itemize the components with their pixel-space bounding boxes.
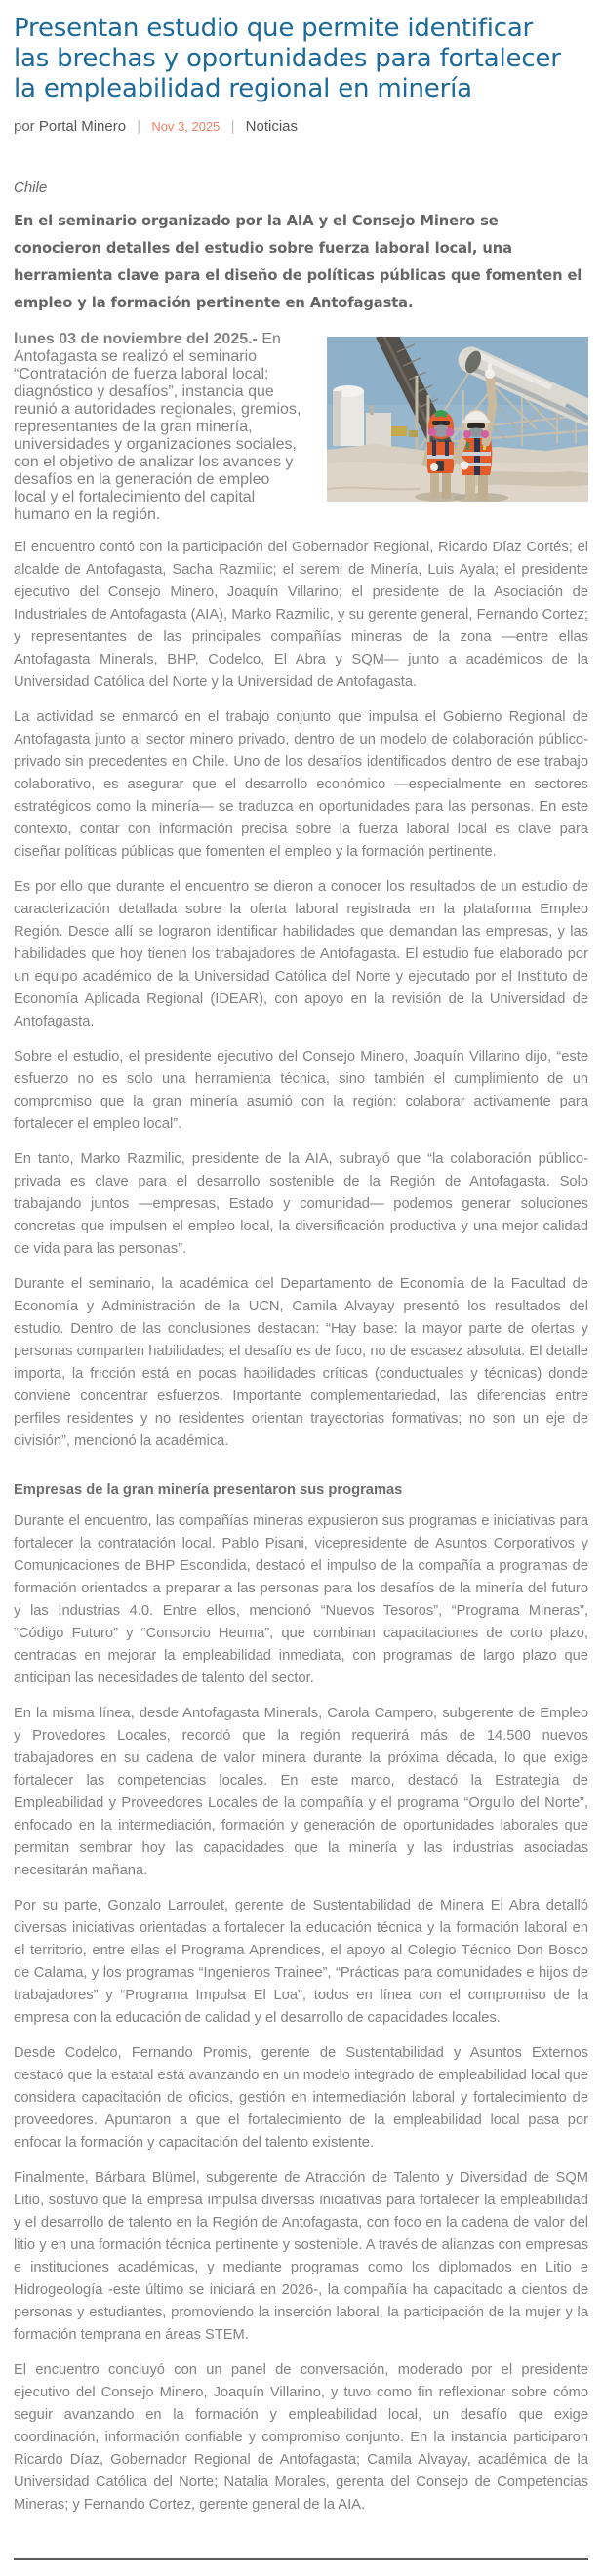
- paragraph-9: En la misma línea, desde Antofagasta Minerals, Carola Campero, subgerente de Empleo y Provedores Locales, recordó que la región requerirá más de 14.500 nuevos trabajadores en su cadena de valor minera durante la próxima década, lo que exige fortalecer las competencias locales. En este marco, destacó la Estrategia de Empleabilidad y Proveedores Locales de la compañía y el programa “Orgullo del Norte”, enfocado en la intermediación, formación y generación de oportunidades laborales que permitan sembrar hoy las capacidades que la minería y las industrias asociadas necesitarán mañana.: [14, 1706, 588, 1878]
- mine-workers-photo: [327, 337, 588, 502]
- author-link[interactable]: Portal Minero: [38, 118, 127, 135]
- paragraph-7: Durante el seminario, la académica del Departamento de Economía de la Facultad de Economía y Administración de la UCN, Camila Alvayay presentó los resultados del estudio. Dentro de las conclusiones destacan: “Hay base: la mayor parte de ofertas y personas comparten habilidades; el desafío es de foco, no de escasez absoluta. El detalle importa, la fricción está en pocas habilidades críticas (conductuales y técnicas) donde conviene concentrar esfuerzos. Importante complementariedad, las diferencias entre perfiles residentes y no residentes orientan trayectorias formativas; no son un eje de división”, mencionó la académica.: [14, 1276, 588, 1449]
- publish-date: Nov 3, 2025: [151, 119, 221, 134]
- section-subheading: Empresas de la gran minería presentaron sus programas: [14, 1482, 403, 1498]
- paragraph-2: El encuentro contó con la participación del Gobernador Regional, Ricardo Díaz Cortés; el alcalde de Antofagasta, Sacha Razmilic; el seremi de Minería, Luis Ayala; el presidente ejecutivo del Consejo Minero, Joaquín Villarino; el presidente de la Asociación de Industriales de Antofagasta (AIA), Marko Razmilic, y su gerente general, Fernando Cortez; y representantes de las principales compañías mineras de la zona —entre ellas Antofagasta Minerals, BHP, Codelco, El Abra y SQM— junto a académicos de la Universidad Católica del Norte y la Universidad de Antofagasta.: [14, 540, 588, 690]
- paragraph-3: La actividad se enmarcó en el trabajo conjunto que impulsa el Gobierno Regional de Antofagasta junto al sector minero privado, dentro de un modelo de colaboración público-privado sin precedentes en Chile. Uno de los desafíos identificados dentro de ese trabajo colaborativo, es asegurar que el desarrollo económico —especialmente en sectores estratégicos como la minería— se traduzca en oportunidades para las personas. En este contexto, contar con información precisa sobre la fuerza laboral local es clave para diseñar políticas públicas que fomenten el empleo y la formación pertinente.: [14, 709, 588, 860]
- article-lead: En el seminario organizado por la AIA y el Consejo Minero se conocieron detalles del estudio sobre fuerza laboral local, una herramienta clave para el diseño de políticas públicas que fomenten el empleo y la formación pertinente en Antofagasta.: [14, 213, 582, 311]
- byline: [14, 118, 588, 135]
- category-link-noticias[interactable]: Noticias: [245, 118, 299, 135]
- country-tag: Chile: [14, 180, 48, 196]
- paragraph-10: Por su parte, Gonzalo Larroulet, gerente de Sustentabilidad de Minera El Abra detalló diversas iniciativas orientadas a fortalecer la educación técnica y la formación laboral en el territorio, entre ellas el Programa Aprendices, el apoyo al Colegio Técnico Don Bosco de Calama, y los programas “Ingenieros Trainee”, “Prácticas para comunidades e hijos de trabajadores” y “Programa Impulsa El Loa”, todos en línea con el compromiso de la empresa con la educación de calidad y el desarrollo de capacidades locales.: [14, 1898, 588, 2026]
- paragraph-11: Desde Codelco, Fernando Promis, gerente de Sustentabilidad y Asuntos Externos destacó que la estatal está avanzando en un modelo integrado de empleabilidad local que considera capacitación de oficios, gestión en intermediación laboral y fortalecimiento de proveedores. Apuntaron a que el fortalecimiento de la empleabilidad local pasa por enfocar la formación y capacitación del talento existente.: [14, 2045, 588, 2151]
- paragraph-12: Finalmente, Bárbara Blümel, subgerente de Atracción de Talento y Diversidad de SQM Litio, sostuvo que la empresa impulsa diversas iniciativas para fortalecer la empleabilidad y el desarrollo de talento en la Región de Antofagasta, con foco en la cadena de valor del litio y en una formación técnica pertinente y sostenible. A través de alianzas con empresas e instituciones académicas, y mediante programas como los diplomados en Litio e Hidrogeología -este último se iniciará en 2026-, la compañía ha capacitado a cientos de personas y estudiantes, promoviendo la inserción laboral, la participación de la mujer y la formación temprana en áreas STEM.: [14, 2170, 588, 2343]
- paragraph-13: El encuentro concluyó con un panel de conversación, moderado por el presidente ejecutivo del Consejo Minero, Joaquín Villarino, y tuvo como fin reflexionar sobre cómo seguir avanzando en la formación y empleabilidad local, un desafío que exige coordinación, información confiable y compromiso conjunto. En la instancia participaron Ricardo Díaz, Gobernador Regional de Antofagasta; Camila Alvayay, académica de la Universidad Católica del Norte; Natalia Morales, gerenta del Consejo de Competencias Mineras; y Fernando Cortez, gerente general de la AIA.: [14, 2362, 588, 2513]
- byline-separator: |: [137, 118, 141, 135]
- paragraph-6: En tanto, Marko Razmilic, presidente de la AIA, subrayó que “la colaboración público-privada es clave para el desarrollo sostenible de la Región de Antofagasta. Solo trabajando juntos —empresas, Estado y comunidad— podemos generar soluciones concretas que impulsen el empleo local, la diversificación productiva y una mejor calidad de vida para las personas”.: [14, 1151, 588, 1257]
- paragraph-5: Sobre el estudio, el presidente ejecutivo del Consejo Minero, Joaquín Villarino dijo, “este esfuerzo no es solo una herramienta técnica, sino también el cumplimiento de un compromiso que la gran minería asumió con la región: colaborar activamente para fortalecer el empleo local”.: [14, 1049, 588, 1132]
- paragraph-1-text: En Antofagasta se realizó el seminario “Contratación de fuerza laboral local: diagnóstico y desafíos”, instancia que reunió a autoridades regionales, gremios, representantes de la gran minería, universidades y organizaciones sociales, con el objetivo de analizar los avances y desafíos en la generación de empleo local y el fortalecimiento del capital humano en la región.: [14, 331, 301, 523]
- byline-separator: |: [230, 118, 235, 135]
- byline-prefix: por: [14, 118, 35, 135]
- paragraph-1-bold-lead: lunes 03 de noviembre del 2025.-: [14, 331, 258, 347]
- mine-photo-illustration: [327, 337, 588, 502]
- bottom-divider: [14, 2558, 588, 2560]
- article-body: [14, 331, 588, 2560]
- page-title: Presentan estudio que permite identificar las brechas y oportunidades para fortalecer la empleabilidad regional en minería: [14, 14, 561, 103]
- paragraph-4: Es por ello que durante el encuentro se dieron a conocer los resultados de un estudio de caracterización detallada sobre la oferta laboral registrada en la plataforma Empleo Región. Desde allí se lograron identificar habilidades que demandan las empresas, y las habilidades que hoy tienen los trabajadores de Antofagasta. El estudio fue elaborado por un equipo académico de la Universidad Católica del Norte y ejecutado por el Instituto de Economía Aplicada Regional (IDEAR), con apoyo en la revisión de la Universidad de Antofagasta.: [14, 879, 588, 1029]
- paragraph-8: Durante el encuentro, las compañías mineras expusieron sus programas e iniciativas para fortalecer la contratación local. Pablo Pisani, vicepresidente de Asuntos Corporativos y Comunicaciones de BHP Escondida, destacó el impulso de la compañía a programas de formación orientados a preparar a las personas para los desafíos de la minería del futuro y las Industrias 4.0. Entre ellos, mencionó “Nuevos Tesoros”, “Programa Mineras”, “Código Futuro” y “Consorcio Heuma”, que combinan capacitaciones de corto plazo, centradas en mejorar la empleabilidad inmediata, con programas de largo plazo que anticipan las necesidades de talento del sector.: [14, 1513, 588, 1686]
